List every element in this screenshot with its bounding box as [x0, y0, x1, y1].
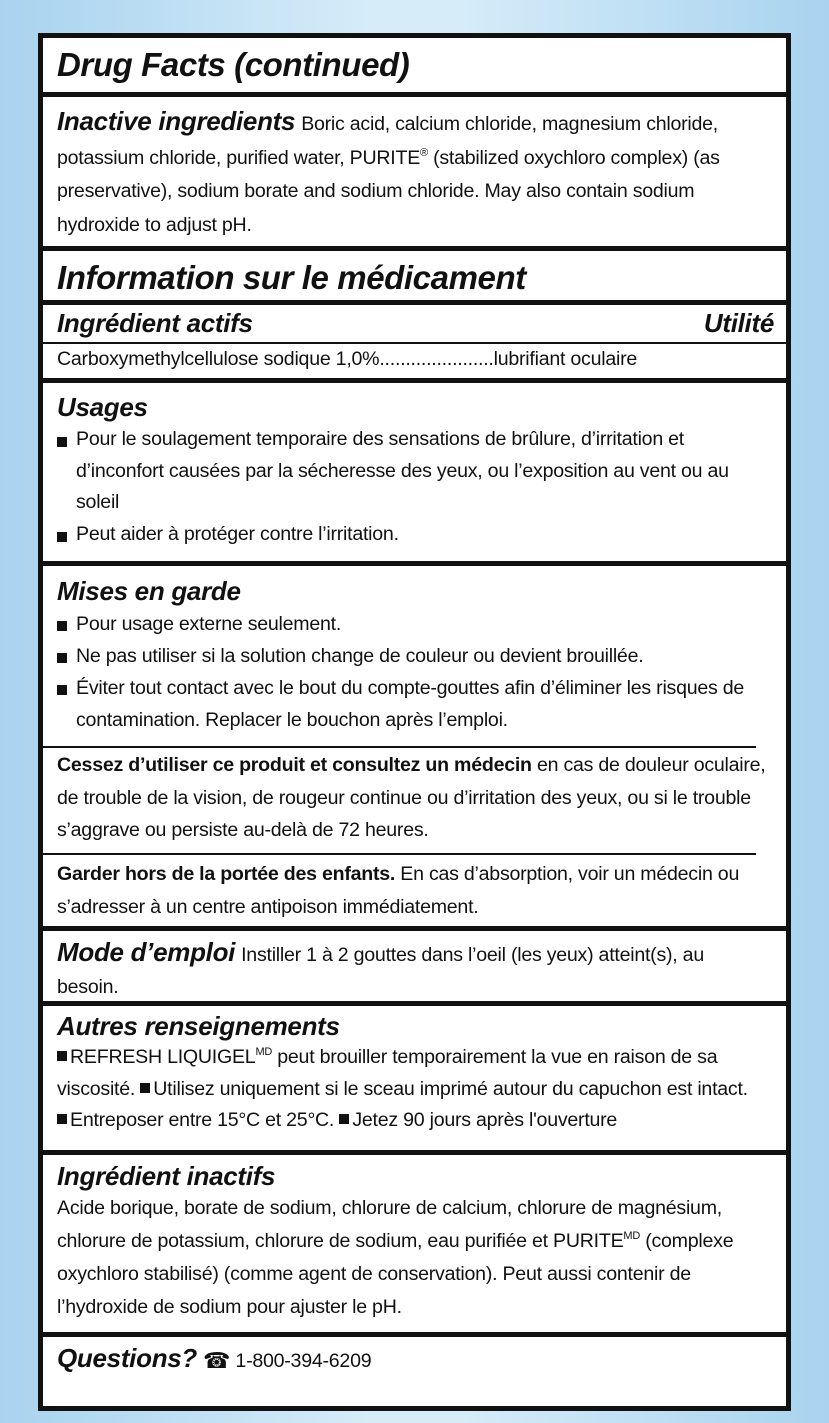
- other-info-text-2: Utilisez uniquement si le sceau imprimé autour du capuchon est intact.: [153, 1077, 748, 1100]
- questions-heading: Questions?: [57, 1343, 198, 1373]
- divider: [43, 1332, 786, 1337]
- active-ingredient: Carboxymethylcellulose sodique 1,0%: [57, 348, 380, 370]
- warning-item: Ne pas utiliser si la solution change de couleur ou devient brouillée.: [57, 640, 766, 672]
- warnings-list: [57, 608, 766, 736]
- keep-away-paragraph: [57, 858, 766, 924]
- divider: [43, 246, 786, 251]
- purpose-heading: Utilité: [703, 308, 774, 338]
- other-info-text: [57, 1042, 764, 1137]
- divider: [43, 378, 786, 383]
- stop-use-text: en cas de douleur oculaire, de trouble de la vision, de rougeur continue ou d’irritation des yeux, ou si le trouble s’aggrave ou persiste au-delà de 72 heures.: [57, 754, 766, 841]
- inactive-fr-text-2: (complexe oxychloro stabilisé) (comme agent de conservation). Peut aussi contenir de l’hydroxide de sodium pour ajuster le pH.: [57, 1230, 734, 1318]
- keep-away-text: En cas d’absorption, voir un médecin ou s’adresser à un centre antipoison immédiatement.: [57, 863, 740, 918]
- other-info-heading: Autres renseignements: [57, 1011, 340, 1041]
- other-info-text-3: Entreposer entre 15°C et 25°C.: [70, 1109, 340, 1131]
- information-header: [57, 260, 786, 296]
- inactive-fr-text-1: Acide borique, borate de sodium, chlorure de calcium, chlorure de magnésium, chlorure de potassium, chlorure de sodium, eau purifiée et PURITE: [57, 1197, 722, 1252]
- inactive-ingredients-fr-heading: Ingrédient inactifs: [57, 1161, 276, 1191]
- dot-leader: ......................: [379, 348, 494, 370]
- questions-section: [57, 1343, 766, 1378]
- md-mark: MD: [623, 1230, 641, 1242]
- inactive-ingredients-heading: Inactive ingredients: [57, 106, 296, 136]
- usages-section: [57, 392, 766, 550]
- warnings-heading: Mises en garde: [57, 576, 241, 606]
- registered-mark: ®: [420, 146, 428, 159]
- active-ingredients-section: [57, 308, 774, 340]
- usage-item: Pour le soulagement temporaire des sensations de brûlure, d’irritation et d’inconfort causées par la sécheresse des yeux, ou l’exposition au vent ou au soleil: [57, 424, 766, 519]
- other-info-text-1: peut brouiller temporairement la vue en raison de sa viscosité.: [57, 1046, 718, 1100]
- divider: [43, 92, 786, 97]
- keep-away-bold: Garder hors de la portée des enfants.: [57, 863, 396, 885]
- divider: [43, 1001, 786, 1006]
- usages-list: [57, 424, 766, 550]
- active-ingredient-row: [57, 344, 774, 376]
- page-title: Drug Facts (continued): [57, 46, 410, 83]
- stop-use-paragraph: [57, 749, 766, 847]
- drug-facts-panel: [38, 33, 791, 1411]
- stop-use-bold: Cessez d’utiliser ce produit et consultez un médecin: [57, 754, 532, 776]
- directions-heading: Mode d’emploi: [57, 937, 236, 967]
- divider: [43, 926, 786, 931]
- inactive-ingredients-text-cont: (stabilized oxychloro complex) (as preservative), sodium borate and sodium chloride. May also contain sodium hydroxide to adjust pH.: [57, 146, 720, 236]
- divider: [43, 561, 786, 566]
- divider-thin: [43, 746, 756, 748]
- inactive-ingredients-fr-text: [57, 1192, 766, 1324]
- directions-section: [57, 937, 756, 1003]
- divider: [43, 1150, 786, 1155]
- ingredient-purpose: lubrifiant oculaire: [493, 348, 637, 370]
- bullet-square: [140, 1083, 150, 1093]
- inactive-ingredients-text: Boric acid, calcium chloride, magnesium chloride, potassium chloride, purified water, PURITE: [57, 113, 719, 169]
- bullet-square: [57, 1051, 67, 1061]
- directions-text: Instiller 1 à 2 gouttes dans l’oeil (les yeux) atteint(s), au besoin.: [57, 944, 704, 998]
- warnings-section: [57, 576, 766, 736]
- drug-facts-header: [57, 47, 786, 83]
- md-mark: MD: [255, 1046, 273, 1058]
- telephone-icon: ☎: [203, 1348, 231, 1373]
- other-info-text-4: Jetez 90 jours après l'ouverture: [352, 1109, 618, 1131]
- inactive-ingredients-en: [57, 106, 756, 242]
- active-ingredients-heading: Ingrédient actifs: [57, 308, 253, 338]
- phone-number: 1-800-394-6209: [235, 1350, 372, 1372]
- warning-item: Éviter tout contact avec le bout du compte-gouttes afin d’éliminer les risques de contamination. Replacer le bouchon après l’emploi.: [57, 672, 766, 736]
- bullet-square: [339, 1114, 349, 1124]
- divider-thin: [43, 853, 756, 855]
- inactive-ingredients-fr: [57, 1161, 766, 1324]
- warning-item: Pour usage externe seulement.: [57, 608, 766, 640]
- information-title: Information sur le médicament: [57, 259, 526, 296]
- bullet-square: [57, 1114, 67, 1124]
- usages-heading: Usages: [57, 392, 148, 422]
- other-info-section: [57, 1011, 764, 1137]
- usage-item: Peut aider à protéger contre l’irritation.: [57, 519, 766, 551]
- brand-name: REFRESH LIQUIGEL: [70, 1046, 256, 1068]
- divider: [43, 300, 786, 305]
